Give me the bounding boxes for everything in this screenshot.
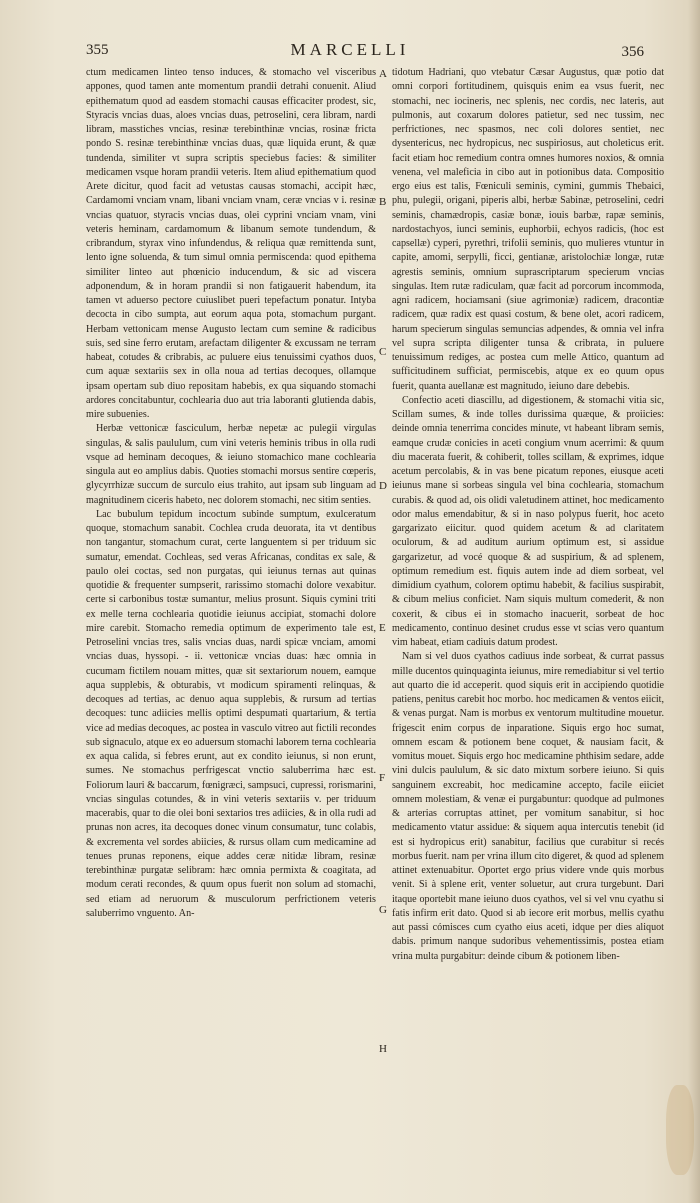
margin-letter-a: A [379,68,387,80]
page-number-right: 356 [621,44,644,60]
margin-letter-f: F [379,772,386,784]
left-column [86,66,376,921]
running-title: MARCELLI [290,40,410,59]
paragraph: Herbæ vettonicæ fasciculum, herbæ nepetæ ac pulegii virgulas singulas, & salis paululum, cum vini veteris heminis tribus in olla rudi vsque ad heminam decoques, & ieiuno stomachico mane cochlearia singula aut eo amplius dabis. Quoties stomachi morsus sentire cœperis, glycyrrhizæ succum de surculo eius trahito, aut ipsam sub linguam ad magnitudinem ciceris habeto, nec dolorem stomachi, nec sitim senties. [86,423,376,506]
right-column [392,66,664,964]
margin-letter-d: D [379,480,387,492]
margin-letter-c: C [379,346,387,358]
page-edge-shadow [688,0,700,1203]
margin-letter-e: E [379,622,386,634]
paragraph: tidotum Hadriani, quo vtebatur Cæsar Augustus, quæ potio dat omni corpori fortitudinem, quisquis enim ea vsus fuerit, nec stomachi, nec iocineris, nec splenis, nec cordis, nec lateris, aut pulmonis, aut coxarum dolores patietur, sed nec tussim, nec perfrictiones, nec spasmos, nec coli dolores sentiet, nec dysentericus, nec hydropicus, nec suspiriosus, aut choleticus erit. facit etiam hoc remedium contra omnes humores noxios, & omnia venena, vel maleficia in cibo aut in potionibus data. Compositio ergo eius est talis, Fœniculi seminis, cymini, gummis Thebaici, phu, pulegii, origani, piperis albi, herbæ Sabinæ, petroselini, cedri seminis, chamædropis, casiæ bonæ, iouis barbæ, rapæ seminis, nardostachyos, iunci seminis, euphorbii, echyos radicis, (hoc est capsellæ) cyperi, pyrethri, trifolii seminis, quo mulieres vtuntur in capite, amomi, serpylli, ficci, gentianæ, aristolochiæ longæ, rutæ agrestis seminis, omnium suprascriptarum specierum vncias singulas. Item rutæ radiculam, quæ facit ad porcorum incommoda, agni radicem, hociamsani (siue agrimoniæ) radicem, dracontiæ radicem, quæ radix est quasi costum, & bene olet, acori radicem, harum specierum singulas semuncias adpendes, & omnia vel infra vel supra scripta diligenter tunsa & cribrata, in puluere tenuissimum rediges, ac postea cum melle Attico, quantum ad sufficitudinem sufficiat, permiscebis, atque ex eo quum opus fuerit, quanta auellanæ est magnitudo, ieiuno dare debebis. [392,67,664,392]
margin-letter-h: H [379,1043,387,1055]
paragraph: Confectio aceti diascillu, ad digestionem, & stomachi vitia sic, Scillam sumes, & inde tolles durissima quæque, & proiicies: deinde omnia tenerrima concides minute, vt habeant libram semis, eamque crudæ conicies in aceti congium vnum acerrimi: & quum diu macerata fuerit, & cohiberit, tolles scillam, & exprimes, idque acetum percolabis, & in vas bene picatum repones, eiusque aceti ieiunus mane si sorbeas singula vel bina cochlearia, stomachum curabis. & quod ad, ois olidi valetudinem attinet, hoc medicamento odor malus emendabitur, & si in naso polypus fuerit, hoc aceto gargarizato eiicitur. quod quidem acetum & ad claritatem oculorum, & ad auditum aurium optimum est, si assidue gargarizetur, ad vocé quoque & ad suspirium, & ad splenem, optimum remedium est. fiquis autem inde ad diem sorbeat, vel dimidium cyathum, colorem optimu habebit, & facilius suspirabit, & cibum melius conficiet. Nam siquis multum comederit, & non coxerit, & cibus ei in stomacho inacuerit, sorbeat de hoc medicamento, continuo desinet crudus esse vt scias vero quantum vim habeat, etiam cadiuis datum prodest. [392,394,664,648]
paragraph: Nam si vel duos cyathos cadiuus inde sorbeat, & currat passus mille ducentos quinquaginta ieiunus, mire remediabitur si vel tertio aut quarto die id acceperit. quod siquis erit in accipiendo quotidie patiens, penitus carebit hoc morbo. hoc medicamen & ventos eiicit, & venas purgat. Nam is morbus ex ventorum multitudine mouetur. frigescit enim corpus de inparatione. Siquis ergo hoc sumat, omnem escam & potionem bene coquet, & nausiam facit, & vomitus mouet. Siquis ergo hoc medicamine phthisim sedare, adde vini dulcis paululum, & sic dato mixtum sorbere ieiuno. Si quis sanguinem excreabit, hoc medicamine accepto, facile eiiciet omnem molestiam, & venæ ei purgabuntur: quodque ad pulmones & arterias corruptas attinet, per vomitum sanabitur, si hoc medicamento vtatur assidue: & siquem aqua intercutis tenebit (id est si hydropicus erit) sanabitur, facilius que curabitur si recés morbus fuerit. nam per vrina illum cito digeret, & quod ad splenem attinet extenuabitur. Oportet ergo prius videre vnde quis morbus venit. Si à splene erit, venter soluetur, aut crura turgebunt. Dari itaque oportebit mane ieiuno duos cyathos, vel si vel vnu cyathu si fatis infirm erit dato. Quod si ab iecore erit morbus, mellis cyathu aut passi cómisces cum cyatho eius aceti, idque per dies aliquot dabis. primum nanque sudoribus vehementissimis, postea etiam vrina multa purgabitur: deinde cibum & potionem liben- [392,651,664,962]
paragraph: Lac bubulum tepidum incoctum subinde sumptum, exulceratum quoque, stomachum sanabit. Cochlea cruda deuorata, ita vt dentibus non tangantur, stomachum curat, certe languentem si per triduum sic sumatur, emendat. Cochleas, sed veras Africanas, conditas ex sale, & paulo olei coctas, sed non purgatas, qui ieiunus ternas aut quinas quotidie & frequenter sumpserit, rarissimo stomachi dolore vexabitur. certe si carbonibus tostæ sumantur, melius prosunt. Siquis cymini triti ex melle terna cochlearia quotidie ieiunus accipiat, stomachi dolore mire carebit. Stomacho remedia optimum de experimento tale est, Petroselini vncias tres, salis vncias duas, nardi spicæ vnciam, amomi vncias duas, hyssopi. - ii. vettonicæ vncias duas: hæc omnia in cucumam fictilem nouam mittes, quæ sit sextariorum nouem, eamque aqua supplebis, & obturabis, vt modicum spiramenti relinquas, & decoques ad tertias, ac denuo aqua supplebis, & rursum ad tertias decoques: tunc adiicies mellis optimi despumati quartarium, & tertia vice ad medias decoques, ac postea in vasculo vitreo aut fictili recondes sub signaculo, atque ex eo aduersum stomachi laborem terna cochlearia ex aqua calida, si febres erunt, aut ex condito ieiunus, si non erunt, sumes. Ne stomachus perfrigescat vnctio saluberrima hæc est. Foliorum lauri & baccarum, fœnigræci, sampsuci, cupressi, rorismarini, vncias singulas cotundes, & in vini veteris sextariis v. per triduum macerabis, quar to die olei boni sextarios tres adiicies, & in olla rudi ad prunas non acres, ita decoques donec vinum consumatur, tunc colabis, & excrementa vel sordes abiicies, & rursus ollam cum medicamine ad tenues prunas reponens, eique addes ceræ nitidæ libram, resinæ terebinthinæ purgatæ selibram: hæc omnia permixta & coagitata, ad modum cerati recondes, & quum opus fuerit non solum ad stomachi, sed etiam ad neruorum & musculorum perfrictionem veteris saluberrimo vnguento. An- [86,508,376,919]
paragraph: ctum medicamen linteo tenso induces, & stomacho vel visceribus appones, quod tamen ante momentum prandii detrahi conuenit. Aliud epithematum quod ad easdem stomachi causas efficaciter prodest, sic, Styracis vncias duas, aloes vncias duas, petroselini, cera libram, nardi libram, masstiches vncias, resinæ terebinthinæ vncias, rosinæ fricta pondo S. resinæ terebinthinæ vncias duas, quæ liquida erunt, & quæ tundenda, similiter vt supra scriptis speciebus facies: & similiter medicamen vsque horam prandii veteris. Item aliud epithematium quod Arete dicitur, quod facit ad vetustas causas stomachi, accipit hæc, Cardamomi vnciam vnam, libani vnciam vnam, ceræ vncias v i. resinæ vncias quatuor, styracis vncias duas, olei cyprini vnciam vnam, vini veteris heminam, cardamomum & libanum semote tundendum, & cribrandum, styrax vino infundendus, & reliqua quæ remittenda sunt, lento igne soluenda, & tum simul omnia permiscenda: quod epithema similiter linteo aut phœnicio inducendum, & sic ad viscera adponendum, & in horam prandii si non fatigauerit habendum, ita tamen vt aduerso pectore cuiuslibet pueri tepefactum ponatur. Intyba decocta in cibo sumpta, aut eorum aqua pota, stomachum purgant. Herbam vettonicam mense Augusto lectam cum semine & radicibus suis, sed sine ferro erutam, arefactam diligenter & excussam ne terram habeat, cotudes & cribrabis, ac puluere eius tenuissimi cyathos duos, cum aquæ sextariis sex in olla noua ad tertias decoques, ollamque ipsam opertam sub diuo repositam habebis, ex qua siquando stomachi ardores concitabuntur, cochlearia duo aut tria laboranti glutienda dabis, mire subuenies. [86,67,376,420]
margin-letter-b: B [379,196,387,208]
page-number-left: 355 [86,42,109,58]
paper-stain [666,1085,694,1175]
margin-letter-g: G [379,904,387,916]
